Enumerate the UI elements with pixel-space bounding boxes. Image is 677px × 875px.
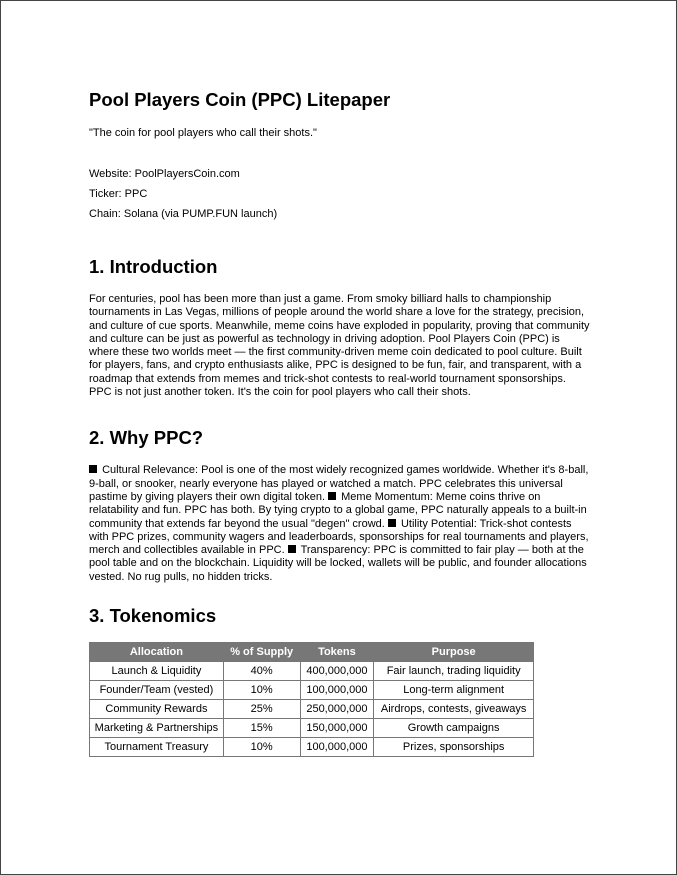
bullet-meme-momentum: Meme Momentum: Meme coins thrive on relatability and fun. PPC has both. By tying crypto to a global game, PPC naturally appeals to a built-in community that extends far beyond the usual "degen" crowd. — [89, 490, 587, 530]
cell-percent: 10% — [223, 681, 300, 700]
introduction-heading: 1. Introduction — [89, 256, 218, 277]
bullet-utility-potential: Utility Potential: Trick-shot contests with PPC prizes, community wagers and leaderboards, sponsorships for real tournaments and players, merch and collectibles available in PPC. — [89, 517, 589, 557]
tokenomics-heading: 3. Tokenomics — [89, 605, 217, 627]
table-row — [90, 700, 534, 719]
website-line: Website: PoolPlayersCoin.com — [89, 168, 240, 180]
bullet-transparency: Transparency: PPC is committed to fair play — both at the pool table and on the blockchain. Liquidity will be locked, wallets will be public, and founder allocations vested. No rug pulls, no hidden tricks. — [89, 544, 587, 583]
ticker-line: Ticker: PPC — [89, 188, 148, 200]
page-content — [89, 89, 591, 757]
cell-purpose: Prizes, sponsorships — [374, 738, 534, 757]
column-header-percent: % of Supply — [223, 643, 300, 662]
cell-allocation: Launch & Liquidity — [90, 662, 224, 681]
why-ppc-paragraph — [89, 464, 591, 584]
square-bullet-icon — [388, 519, 396, 527]
tagline: "The coin for pool players who call their shots." — [89, 127, 317, 139]
cell-tokens: 400,000,000 — [300, 662, 374, 681]
cell-allocation: Founder/Team (vested) — [90, 681, 224, 700]
cell-percent: 40% — [223, 662, 300, 681]
cell-purpose: Fair launch, trading liquidity — [374, 662, 534, 681]
cell-allocation: Marketing & Partnerships — [90, 719, 224, 738]
why-ppc-heading: 2. Why PPC? — [89, 427, 204, 449]
table-row — [90, 738, 534, 757]
tokenomics-table — [89, 642, 534, 757]
table-row — [90, 662, 534, 681]
cell-allocation: Community Rewards — [90, 700, 224, 719]
cell-tokens: 100,000,000 — [300, 681, 374, 700]
cell-purpose: Long-term alignment — [374, 681, 534, 700]
square-bullet-icon — [89, 465, 97, 473]
cell-tokens: 250,000,000 — [300, 700, 374, 719]
document-title: Pool Players Coin (PPC) Litepaper — [89, 89, 391, 110]
cell-allocation: Tournament Treasury — [90, 738, 224, 757]
introduction-paragraph: For centuries, pool has been more than just a game. From smoky billiard halls to championship tournaments in Las Vegas, millions of people around the world share a love for the strategy, precision, and culture of cue sports. Meanwhile, meme coins have exploded in popularity, proving that community and culture can be just as powerful as technology in driving adoption. Pool Players Coin (PPC) is where these two worlds meet — the first community-driven meme coin dedicated to pool culture. Built for players, fans, and crypto enthusiasts alike, PPC is designed to be fun, fair, and transparent, with a roadmap that extends from memes and trick-shot contests to real-world tournament sponsorships. PPC is not just another token. It's the coin for pool players who call their shots. — [89, 293, 590, 399]
table-header-row — [90, 643, 534, 662]
bullet-cultural-relevance: Cultural Relevance: Pool is one of the most widely recognized games worldwide. Whether it's 8-ball, 9-ball, or snooker, nearly everyone has played or watched a match. PPC celebrates this universal pastime by giving players their own digital token. — [89, 464, 589, 503]
cell-percent: 10% — [223, 738, 300, 757]
cell-tokens: 150,000,000 — [300, 719, 374, 738]
cell-percent: 15% — [223, 719, 300, 738]
square-bullet-icon — [328, 492, 336, 500]
cell-tokens: 100,000,000 — [300, 738, 374, 757]
cell-purpose: Airdrops, contests, giveaways — [374, 700, 534, 719]
cell-percent: 25% — [223, 700, 300, 719]
table-row — [90, 681, 534, 700]
column-header-allocation: Allocation — [90, 643, 224, 662]
square-bullet-icon — [288, 545, 296, 553]
column-header-purpose: Purpose — [374, 643, 534, 662]
cell-purpose: Growth campaigns — [374, 719, 534, 738]
chain-line: Chain: Solana (via PUMP.FUN launch) — [89, 208, 278, 220]
column-header-tokens: Tokens — [300, 643, 374, 662]
table-row — [90, 719, 534, 738]
